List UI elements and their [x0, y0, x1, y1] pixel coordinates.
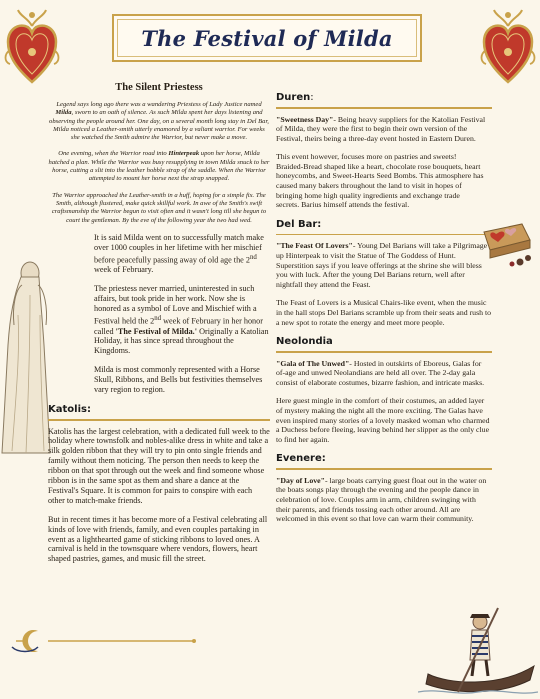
duren-paragraph-1 [276, 115, 492, 144]
day-of-love-name: "Day of Love" [276, 475, 325, 485]
legend-text: Legend says long ago there was a wandering Priestess of Lady Justice named [56, 101, 262, 108]
silent-priestess-heading: The Silent Priestess [115, 82, 203, 93]
superscript: nd [154, 314, 162, 322]
del-bar-paragraph-1 [276, 241, 492, 289]
body-text: - Being heavy suppliers for the Katolian Festival of Milda, they were the first to begin their own version of the Festival, theirs being a three-day event hosted in Eastern Duren. [276, 114, 486, 143]
feast-of-lovers-name: "The Feast Of Lovers" [276, 241, 353, 251]
duren-heading [276, 92, 492, 103]
superscript: nd [249, 253, 257, 261]
section-divider [276, 107, 492, 109]
legend-paragraph-3: The Warrior approached the Leather-smith in a huff, hoping for a simple fix. The Smith, although flustered, make quick skillful work. In awe of the Smith's swift craftsmanship the Warrior begun to visit often and it wasn't long till she begun to court the gentleman. By the eve of the following year the two had wed. [51, 191, 267, 224]
neolondia-paragraph-1 [276, 359, 492, 388]
gondolier-boat-icon [418, 588, 538, 699]
legend-text: One evening, when the Warrior road into [58, 150, 169, 158]
legend-text: upon her horse, Milda hatched a plan. While the Warrior was busy resupplying in town Milda snuck to her horse, cutting a slit into the leather hobble strap of the saddle. When the Warrior attempted to mount her horse next the strap snapped. [48, 150, 270, 183]
duren-heading-colon: : [310, 92, 314, 103]
section-divider [276, 468, 492, 470]
body-text: - Young Del Barians will take a Pilgrimage up Hinterpeak to visit the Statue of The Goddess of Hunt. Superstition says if you leave offerings at the shrine she will bless you with luck. After the young Del Barians return, well after nightfall they attend the Feast. [276, 241, 488, 289]
evenere-heading: Evenere: [276, 453, 326, 465]
duren-paragraph-2: This event however, focuses more on pastries and sweets! Braided-Bread shaped like a heart, chocolate rose bouquets, heart honeycombs, and Sweet-Hearts Seed Bombs. This atmosphere has caused many bakers throughout the land to visit in hopes of bringing home high quality ingredients and exchange trade secrets. Barius himself attends the festival. [276, 152, 484, 210]
milda-paragraph-3: Milda is most commonly represented with a Horse Skull, Ribbons, and Bells but festivities themselves vary region to region. [94, 365, 263, 395]
priestess-figure-icon [0, 255, 52, 455]
gala-name: "Gala of The Unwed" [276, 358, 350, 368]
evenere-paragraph-1 [276, 476, 492, 524]
sweetness-day-name: "Sweetness Day" [276, 114, 334, 124]
heart-ornament-icon [4, 6, 60, 88]
hinterpeak-name: Hinterpeak [168, 150, 200, 158]
body-text: - Hosted in outskirts of Eboreus, Galas for of-age and unwed Neolandians are held all over. The 2-day gala consist of elaborate costumes, bizarre fashion, and intricate masks. [276, 358, 485, 387]
legend-text: , sworn to an oath of silence. As such Milda spent her days listening and observing the people around her. One day, on a several month long stay in Del Bar, Milda noticed a Leather-smith utterly enamored by a valiant warrior. For weeks she watched the Smith admire the Warrior, but never make a move. [49, 109, 269, 142]
katolis-paragraph-2: But in recent times it has become more of a Festival celebrating all kinds of love with friends, family, and even couples partaking in event as a lighthearted game of sticking ribbons to loved ones. A carnival is held in the townsquare where vendors, flowers, heart shaped pastries, games, and music fill the street. [48, 514, 268, 564]
del-bar-paragraph-2: The Feast of Lovers is a Musical Chairs-like event, when the music in the hall stops Del Barians scramble up from their seats and rush to a new spot to rotate the energy and meet more people. [276, 298, 492, 327]
neolondia-heading: Neolondia [276, 336, 333, 348]
section-divider [276, 351, 492, 353]
page-title: The Festival of Milda [141, 25, 393, 51]
legend-paragraph-1 [48, 101, 270, 142]
section-divider [48, 419, 270, 421]
body-text: It is said Milda went on to successfully match make over 1000 couples in her lifetime with her mischief before peacefully passing away of old age the 2 [94, 232, 264, 265]
pastries-icon [476, 218, 536, 270]
body-text: week of February. [94, 265, 154, 275]
body-text: The priestess never married, uninterested in such affairs, but took pride in her work. Now she is honored as a symbol of Love and Mischief with a Festival held the 2 [94, 284, 257, 326]
left-column [48, 82, 270, 573]
neolondia-paragraph-2: Here guest mingle in the comfort of their costumes, an added layer of mystery making the night all the more exciting. The Galas have even inspired many stories of a lovely masked woman who charmed a Duchess before fleeing, leaving behind her slipper as the only clue to find her again. [276, 396, 490, 444]
legend-paragraph-2 [48, 150, 270, 183]
milda-paragraph-1 [48, 233, 270, 275]
body-text: week of February in her honor called [94, 316, 263, 336]
body-text: - large boats carrying guest float out in the water on the boats songs play through the evening and the people dance in celebration of love. Couples arm in arm, children swinging with their parents, and friends tossing each other around. All are welcomed in this event so that love can warm their community. [276, 475, 487, 524]
del-bar-heading: Del Bar: [276, 218, 322, 230]
festival-name: 'The Festival of Milda.' [115, 326, 198, 336]
heart-ornament-icon [480, 6, 536, 88]
katolis-paragraph-1: Katolis has the largest celebration, with a dedicated full week to the holiday where townsfolk and nobles-alike dress in white and take a silk golden ribbon that they will try to pin onto single friends and family without them noticing. The person then needs to keep the ribbon on that spot through out the week and find someone whose ribbon is in the same spot as them and share a dance at the Festival's Square. It is common for pairs to conspire with each other to match-make friends. [48, 426, 270, 505]
right-column [276, 86, 492, 533]
crescent-moon-icon [8, 625, 198, 655]
section-divider [276, 234, 492, 236]
duren-heading-text: Duren [276, 92, 311, 103]
katolis-heading: Katolis: [48, 404, 91, 416]
milda-paragraph-2 [48, 284, 270, 356]
title-banner [112, 14, 422, 62]
milda-name: Milda [55, 109, 72, 117]
body-text: Originally a Katolian Holiday, it has since spread throughout the Kingdoms. [94, 326, 269, 356]
